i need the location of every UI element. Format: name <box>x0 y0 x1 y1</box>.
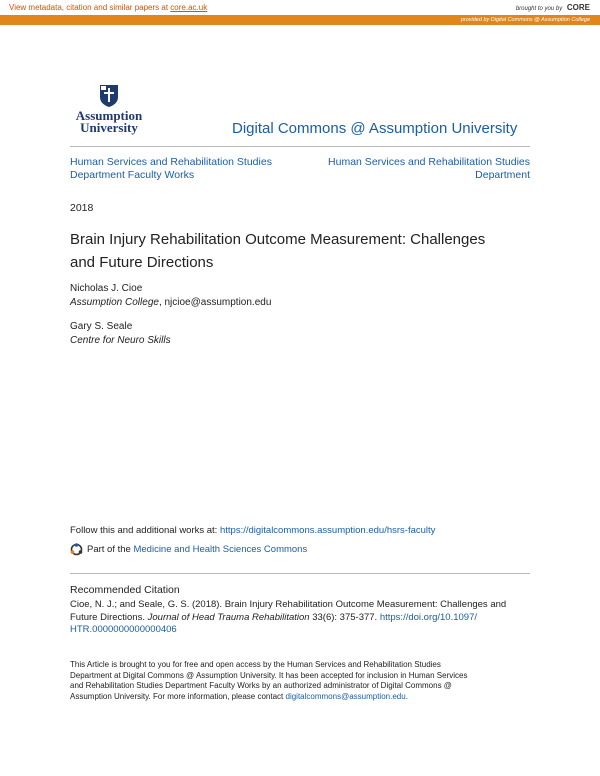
divider-top <box>70 146 530 147</box>
department-link-left[interactable] <box>70 156 272 181</box>
author-1-email: , njcioe@assumption.edu <box>158 297 272 308</box>
article-title-line1: Brain Injury Rehabilitation Outcome Measurement: Challenges <box>70 231 486 248</box>
department-left-line2: Department Faculty Works <box>70 168 195 181</box>
part-of-text: Part of the <box>87 544 131 555</box>
citation-journal: Journal of Head Trauma Rehabilitation <box>147 611 310 623</box>
provided-by-text: provided by Digital Commons @ Assumption College <box>460 17 590 23</box>
doi-link-part2[interactable]: HTR.0000000000000406 <box>70 624 177 635</box>
shield-logo-icon <box>99 84 119 108</box>
page-title[interactable]: Digital Commons @ Assumption University <box>232 120 518 137</box>
citation-line2b: 33(6): 375-377. <box>309 611 380 623</box>
footer-line3: and Rehabilitation Studies Department Faculty Works by an authorized administrator of Digital Commons @ <box>70 681 452 691</box>
core-brand-label[interactable]: CORE <box>566 3 590 12</box>
follow-line <box>70 525 435 536</box>
assumption-logo[interactable] <box>72 84 146 134</box>
core-metadata-notice <box>0 0 207 15</box>
provided-by-bar <box>0 15 600 25</box>
article-title-line2: and Future Directions <box>70 254 214 271</box>
follow-text: Follow this and additional works at: <box>70 525 220 536</box>
author-2-affiliation: Centre for Neuro Skills <box>70 335 171 346</box>
divider-citation <box>70 573 530 574</box>
citation-heading: Recommended Citation <box>70 584 180 596</box>
contact-email-link[interactable]: digitalcommons@assumption.edu <box>285 691 406 701</box>
core-metadata-text: View metadata, citation and similar papers at <box>9 3 171 12</box>
author-2-name: Gary S. Seale <box>70 321 133 332</box>
follow-link[interactable]: https://digitalcommons.assumption.edu/hsrs-faculty <box>219 525 436 536</box>
logo-line2: University <box>80 120 138 135</box>
author-1-name: Nicholas J. Cioe <box>70 283 143 294</box>
core-top-bar <box>0 0 600 15</box>
logo-line1: Assumption <box>75 108 143 123</box>
doi-link-part1[interactable]: https://doi.org/10.1097/ <box>379 611 478 623</box>
article-title <box>70 228 540 274</box>
author-1-affiliation: Assumption College <box>70 297 159 308</box>
author-2 <box>70 320 171 348</box>
citation-line2a: Future Directions. <box>70 611 148 623</box>
department-link-right[interactable] <box>328 156 530 181</box>
department-right-line2: Department <box>475 168 530 181</box>
core-link[interactable]: core.ac.uk <box>170 3 208 12</box>
publication-year: 2018 <box>70 202 94 214</box>
footer-line1: This Article is brought to you for free and open access by the Human Services and Rehabilitation Studies <box>70 660 441 669</box>
footer-line4: Assumption University. For more information, please contact <box>70 691 286 701</box>
department-right-line1: Human Services and Rehabilitation Studies <box>328 156 530 168</box>
department-left-line1: Human Services and Rehabilitation Studies <box>70 156 272 168</box>
part-of-line <box>70 543 307 556</box>
citation-body <box>70 599 532 637</box>
core-brought-text: brought to you by <box>515 6 563 12</box>
commons-network-icon <box>70 543 83 556</box>
author-1 <box>70 282 271 310</box>
footer-line2: Department at Digital Commons @ Assumption University. It has been accepted for inclusion in Human Services <box>70 670 468 680</box>
commons-link[interactable]: Medicine and Health Sciences Commons <box>133 544 308 555</box>
access-notice <box>70 660 532 702</box>
footer-end: . <box>405 691 408 701</box>
citation-line1: Cioe, N. J.; and Seale, G. S. (2018). Brain Injury Rehabilitation Outcome Measurement: Challenges and <box>70 599 507 610</box>
